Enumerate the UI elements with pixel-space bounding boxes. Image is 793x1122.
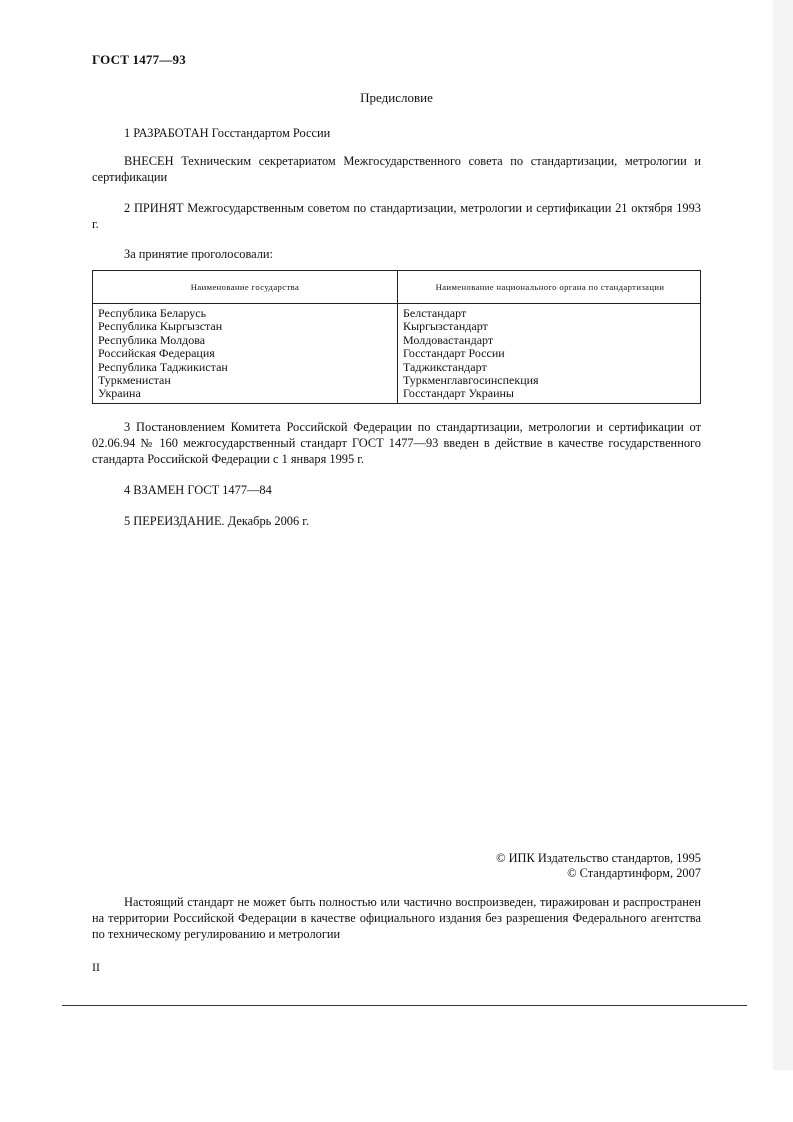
foreword-title: Предисловие: [360, 90, 433, 105]
foreword-introduced-text: ВНЕСЕН Техническим секретариатом Межгосударственного совета по стандартизации, метрологии и сертификации: [92, 154, 701, 184]
table-cell-state: Республика Кыргызстан: [98, 319, 223, 334]
table-cell-state: Туркменистан: [98, 373, 171, 388]
foreword-item-3-text: 3 Постановлением Комитета Российской Федерации по стандартизации, метрологии и сертификации от 02.06.94 № 160 межгосударственный стандарт ГОСТ 1477—93 введен в действие в качестве государственного стандарта Российской Федерации с 1 января 1995 г.: [92, 420, 701, 466]
voting-table: [92, 270, 701, 404]
voted-label-text: За принятие проголосовали:: [124, 247, 273, 261]
table-cell-state: Украина: [98, 386, 141, 401]
table-column-states: [98, 307, 228, 401]
page-number: II: [92, 960, 100, 974]
table-cell-body: Таджикстандарт: [403, 359, 487, 374]
foreword-item-3: [92, 419, 701, 467]
foreword-introduced: [92, 153, 701, 185]
foreword-item-2: [92, 200, 701, 232]
table-header-standards-body: Наименование национального органа по стандартизации: [435, 282, 665, 292]
table-header-divider: [93, 303, 700, 304]
table-cell-body: Туркменглавгосинспекция: [403, 373, 539, 388]
reproduction-notice-text: Настоящий стандарт не может быть полностью или частично воспроизведен, тиражирован и распространен на территории Российской Федерации в качестве официального издания без разрешения Федерального агентства по техническому регулированию и метрологии: [92, 895, 701, 941]
document-code: ГОСТ 1477—93: [92, 52, 186, 67]
table-cell-body: Госстандарт России: [403, 346, 505, 361]
page-edge-strip: [773, 0, 793, 1070]
table-cell-body: Госстандарт Украины: [403, 386, 514, 401]
table-cell-state: Республика Молдова: [98, 332, 206, 347]
table-cell-body: Кыргызстандарт: [403, 319, 488, 334]
foreword-item-2-text: 2 ПРИНЯТ Межгосударственным советом по стандартизации, метрологии и сертификации 21 октября 1993 г.: [92, 201, 701, 231]
foreword-item-5: [92, 513, 701, 529]
bottom-rule: [62, 1005, 747, 1006]
table-cell-body: Молдовастандарт: [403, 332, 494, 347]
copyright-publisher: © ИПК Издательство стандартов, 1995: [496, 851, 701, 865]
copyright-standartinform: © Стандартинформ, 2007: [567, 866, 701, 880]
foreword-item-4: [92, 482, 701, 498]
table-column-bodies: [403, 307, 539, 401]
voted-label: [92, 246, 701, 262]
foreword-item-1: [92, 125, 701, 141]
reproduction-notice: [92, 894, 701, 942]
table-cell-state: Российская Федерация: [98, 346, 215, 361]
table-cell-state: Республика Таджикистан: [98, 359, 228, 374]
table-header-state: Наименование государства: [190, 282, 300, 292]
foreword-item-1-text: 1 РАЗРАБОТАН Госстандартом России: [124, 126, 331, 140]
table-cell-body: Белстандарт: [403, 306, 467, 320]
table-cell-state: Республика Беларусь: [98, 306, 207, 320]
foreword-item-5-text: 5 ПЕРЕИЗДАНИЕ. Декабрь 2006 г.: [124, 514, 310, 528]
foreword-item-4-text: 4 ВЗАМЕН ГОСТ 1477—84: [124, 483, 272, 497]
